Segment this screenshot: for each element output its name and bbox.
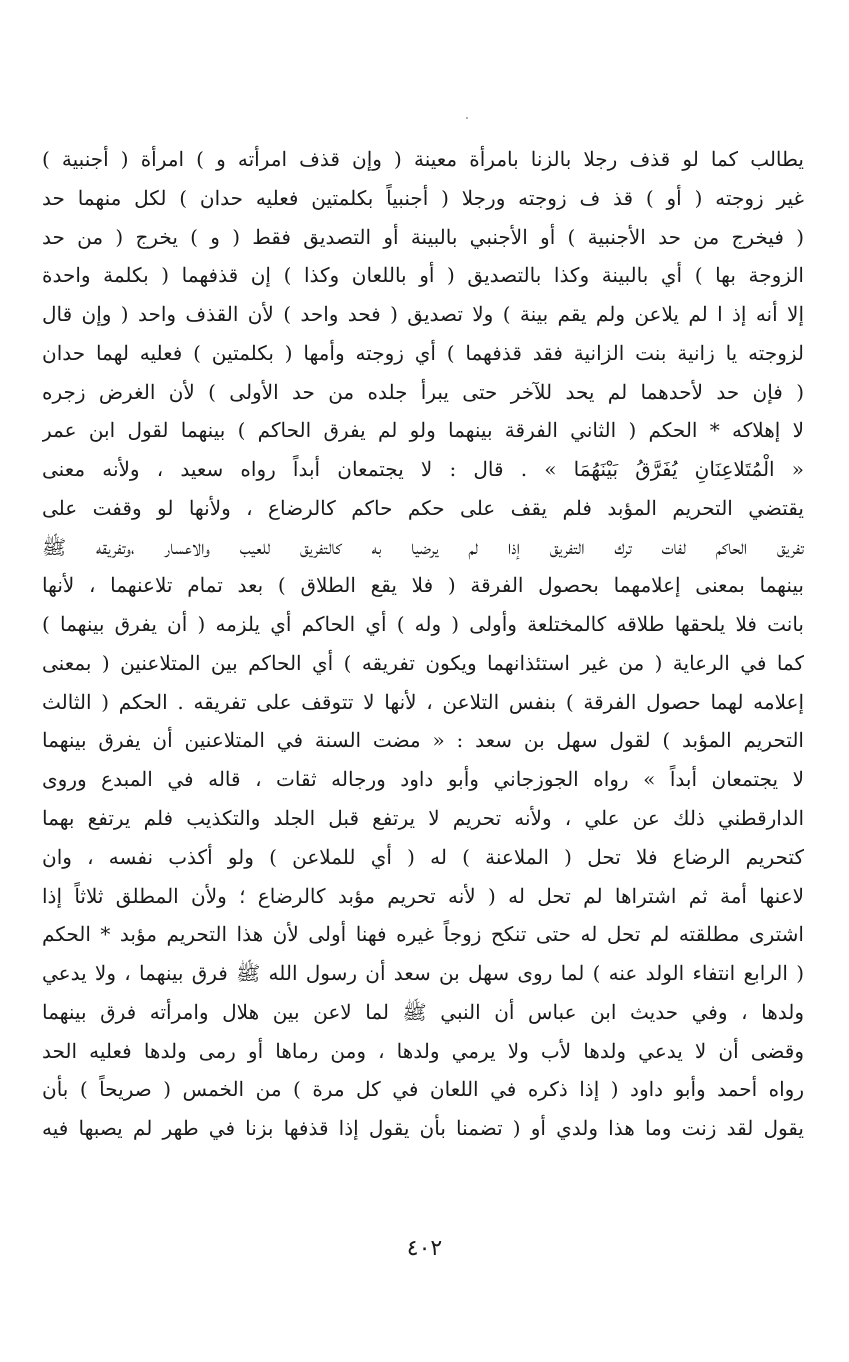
text-line-11: تفريق الحاكم لفات ترك التفريق إذا لم يرضيا به كالتفريق للعيب والاعسار ،وتفريقه ﷺ [42,534,804,559]
text-line-19: كتحريم الرضاع فلا تحل ( الملاعنة ) له ( أي للملاعن ) ولو أكذب نفسه ، وان [42,844,804,869]
body-text [42,140,804,1148]
text-line-21: اشترى مطلقته لم تحل له حتى تنكح زوجاً غيره فهنا أولى لأن هذا التحريم مؤبد * الحكم [42,922,804,947]
text-line-2: غير زوجته ( أو ) قذ ف زوجته ورجلا ( أجنبياً بكلمتين فعليه حدان ) لكل منهما حد [42,185,804,210]
text-line-6: لزوجته يا زانية بنت الزانية فقد قذفهما ) أي زوجته وأمها ( بكلمتين ) فعليه لهما حدان [42,340,804,365]
text-line-12: بينهما بمعنى إعلامهما بحصول الفرقة ( فلا يقع الطلاق ) بعد تمام تلاعنهما ، لأنها [42,573,804,598]
text-line-22: ( الرابع انتفاء الولد عنه ) لما روى سهل بن سعد أن رسول الله ﷺ فرق بينهما ، ولا يدعي [42,961,804,986]
text-line-18: الدارقطني ذلك عن علي ، ولأنه تحريم لا يرتفع قبل الجلد والتكذيب فلم يرتفع بهما [42,806,804,831]
text-line-15: إعلامه لهما حصول الفرقة ) بنفس التلاعن ، لأنها لا تتوقف على تفريقه . الحكم ( الثالث [42,689,804,714]
text-line-3: ( فيخرج من حد الأجنبية ) أو الأجنبي بالبينة أو التصديق فقط ( و ) يخرج ( من حد [42,224,804,249]
text-line-16: التحريم المؤبد ) لقول سهل بن سعد : « مضت السنة في المتلاعنين أن يفرق بينهما [42,728,804,753]
text-line-9: « الْمُتَلاعِنَانِ يُفَرَّقُ بَيْنَهُمَا » . قال : لا يجتمعان أبداً رواه سعيد ، ولأنه معنى [42,457,804,482]
page-number: ٤٠٢ [406,1236,443,1261]
text-line-4: الزوجة بها ) أي بالبينة وكذا بالتصديق ( أو باللعان وكذا ) إن قذفهما ( بكلمة واحدة [42,263,804,288]
text-line-8: لا إهلاكه * الحكم ( الثاني الفرقة بينهما ولو لم يفرق الحاكم ) بينهما لقول ابن عمر [42,418,804,443]
text-line-7: ( فإن حد لأحدهما لم يحد للآخر حتى يبرأ جلده من حد الأولى ) لأن الغرض زجره [42,379,804,404]
text-line-14: كما في الرعاية ( من غير استئذانهما ويكون تفريقه ) أي الحاكم بين المتلاعنين ( بمعنى [42,650,804,675]
text-line-13: بانت فلا يلحقها طلاقه كالمختلعة وأولى ( وله ) أي الحاكم أي يلزمه ( أن يفرق بينهما ) [42,612,804,637]
text-line-17: لا يجتمعان أبداً » رواه الجوزجاني وأبو داود ورجاله ثقات ، قاله في المبدع وروى [42,767,804,792]
text-line-26: يقول لقد زنت وما هذا ولدي أو ( تضمنا بأن يقول إذا قذفها بزنا في طهر لم يصبها فيه [42,1116,804,1141]
text-line-24: وقضى أن لا يدعي ولدها لأب ولا يرمي ولدها ، ومن رماها أو رمى ولدها فعليه الحد [42,1038,804,1063]
text-line-25: رواه أحمد وأبو داود ( إذا ذكره في اللعان في كل مرة ) من الخمس ( صريحاً ) بأن [42,1077,804,1102]
text-line-20: لاعنها أمة ثم اشتراها لم تحل له ( لأنه تحريم مؤبد كالرضاع ؛ ولأن المطلق ثلاثاً إذا [42,883,804,908]
text-line-23: ولدها ، وفي حديث ابن عباس أن النبي ﷺ لما لاعن بين هلال وامرأته فرق بينهما [42,999,804,1024]
scan-speck [466,117,468,119]
text-line-1: يطالب كما لو قذف رجلا بالزنا بامرأة معينة ( وإن قذف امرأته و ) امرأة ( أجنبية ) [42,147,804,171]
text-line-5: إلا أنه إذ ا لم يلاعن ولم يقم بينة ) ولا تصديق ( فحد واحد ) لأن القذف واحد ( وإن قال [42,302,804,327]
text-line-10: يقتضي التحريم المؤبد فلم يقف على حكم حاكم كالرضاع ، ولأنها لو وقفت على [42,495,804,520]
